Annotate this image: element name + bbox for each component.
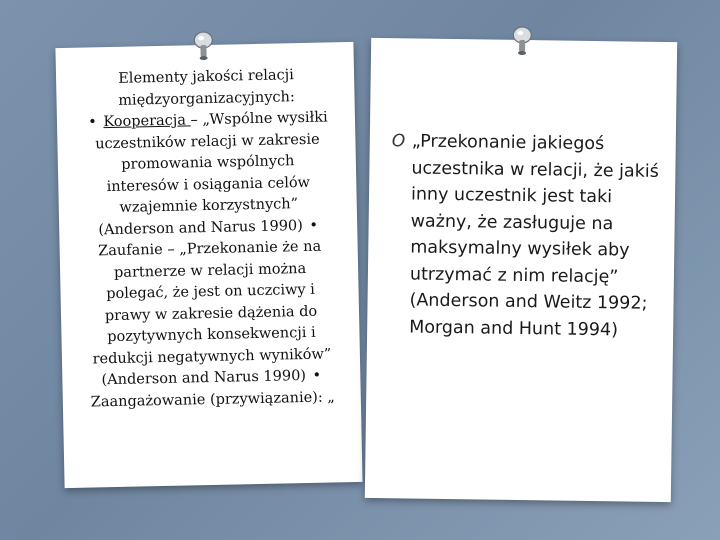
- bullet-2: •: [309, 217, 319, 234]
- term-kooperacja: Kooperacja: [103, 112, 191, 131]
- bullet-icon: O: [391, 131, 406, 152]
- pushpin-icon: [511, 26, 533, 56]
- bullet-1: •: [88, 114, 97, 131]
- zaangazowanie-intro: Zaangażowanie (przywiązanie): „: [90, 388, 336, 411]
- bullet-3: •: [312, 367, 322, 384]
- right-card-text: [391, 128, 664, 344]
- kooperacja-definition: – „Wspólne wysiłki uczestników relacji w zakresie promowania wspólnych interesów i osiągania celów wzajemnie korzystnych” (Anderson and Narus 1990): [95, 109, 328, 238]
- left-note-card: [55, 42, 362, 488]
- right-note-card: [365, 38, 677, 502]
- left-card-heading: Elementy jakości relacji międzyorganizacyjnych:: [118, 67, 295, 109]
- left-card-text: [82, 64, 337, 413]
- pushpin-icon: [192, 31, 215, 61]
- zaangazowanie-definition: „Przekonanie jakiegoś uczestnika w relacji, że jakiś inny uczestnik jest taki ważny, że zasługuje na maksymalny wysiłek aby utrzymać z nim relację” (Anderson and Weitz 1992; Morgan and Hunt 1994): [409, 131, 659, 340]
- zaufanie-definition: Zaufanie – „Przekonanie że na partnerze w relacji można polegać, że jest on uczciwy i prawy w zakresie dążenia do pozytywnych konsekwencji i redukcji negatywnych wyników” (Anderson and Narus 1990): [92, 238, 332, 389]
